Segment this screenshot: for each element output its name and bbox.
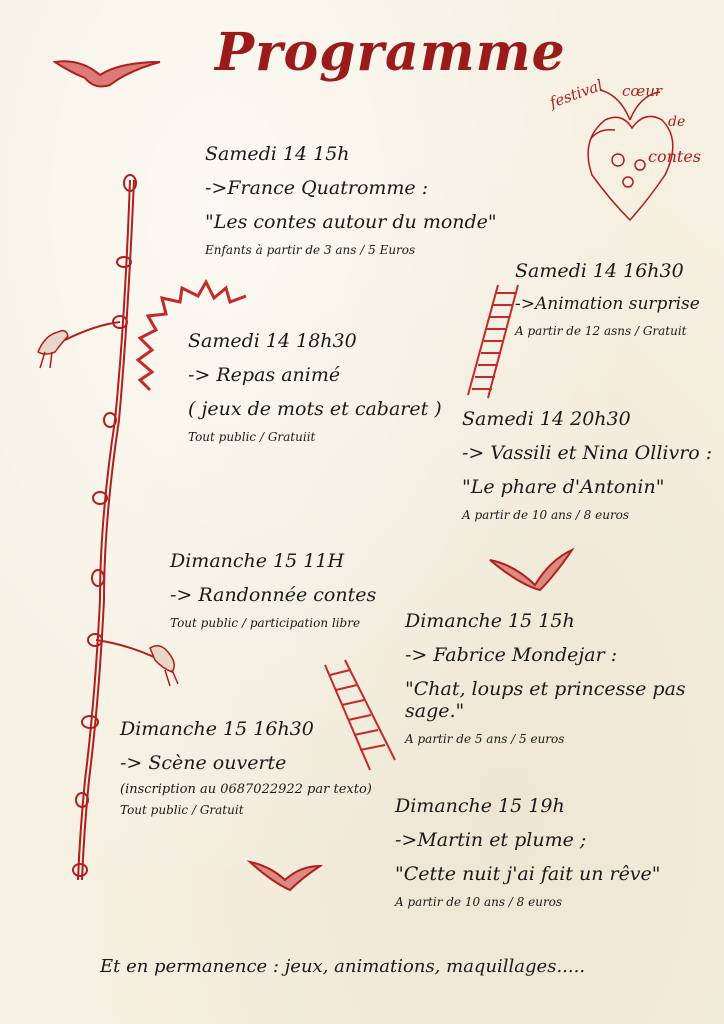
event-date: Dimanche 15 15h: [405, 610, 575, 632]
event-samedi-20h30: [462, 408, 712, 522]
event-performer: -> Scène ouverte: [120, 752, 287, 774]
bird-small-right-icon: [490, 550, 572, 590]
event-samedi-16h30: [515, 260, 700, 338]
event-show: ( jeux de mots et cabaret ): [188, 398, 442, 420]
event-dimanche-11h: [170, 550, 376, 630]
logo-word-1: festival: [547, 75, 606, 112]
event-performer: -> Fabrice Mondejar :: [405, 644, 618, 666]
event-performer: ->France Quatromme :: [205, 177, 429, 199]
event-date: Dimanche 15 11H: [170, 550, 345, 572]
event-info: Tout public / Gratuiit: [188, 430, 316, 444]
bird-small-bottom-icon: [250, 862, 320, 890]
event-dimanche-19h: [395, 795, 661, 909]
event-info: A partir de 12 asns / Gratuit: [515, 324, 687, 338]
event-show: "Chat, loups et princesse pas sage.": [405, 678, 686, 722]
event-performer: -> Vassili et Nina Ollivro :: [462, 442, 713, 464]
event-performer: -> Randonnée contes: [170, 584, 377, 606]
event-dimanche-15h: [405, 610, 724, 746]
bird-top-left-icon: [55, 61, 160, 86]
event-show: "Les contes autour du monde": [205, 211, 497, 233]
event-info: Enfants à partir de 3 ans / 5 Euros: [205, 243, 416, 257]
footer-permanent: Et en permanence : jeux, animations, maquillages.....: [100, 956, 586, 977]
event-show: "Le phare d'Antonin": [462, 476, 665, 498]
ladder-right-icon: [468, 285, 518, 398]
event-note: (inscription au 0687022922 par texto): [120, 782, 372, 797]
event-samedi-15h: [205, 143, 497, 257]
event-date: Samedi 14 18h30: [188, 330, 357, 352]
event-date: Dimanche 15 19h: [395, 795, 565, 817]
event-info: A partir de 5 ans / 5 euros: [405, 732, 565, 746]
event-show: "Cette nuit j'ai fait un rêve": [395, 863, 661, 885]
logo-word-4: contes: [648, 147, 702, 166]
event-info: A partir de 10 ans / 8 euros: [462, 508, 630, 522]
bird-perched-right-icon: [150, 646, 178, 686]
logo-word-3: de: [668, 114, 686, 130]
event-samedi-18h30: [188, 330, 442, 444]
event-performer: ->Martin et plume ;: [395, 829, 587, 851]
bird-perched-left-icon: [38, 331, 68, 368]
logo-word-2: cœur: [622, 82, 663, 100]
event-date: Samedi 14 20h30: [462, 408, 631, 430]
event-info: Tout public / Gratuit: [120, 803, 244, 817]
event-performer: ->Animation surprise: [515, 294, 700, 314]
event-dimanche-16h30: [120, 718, 372, 817]
page-title: Programme: [215, 22, 566, 83]
event-date: Samedi 14 16h30: [515, 260, 684, 282]
event-date: Dimanche 15 16h30: [120, 718, 314, 740]
event-info: A partir de 10 ans / 8 euros: [395, 895, 563, 909]
event-date: Samedi 14 15h: [205, 143, 350, 165]
event-performer: -> Repas animé: [188, 364, 341, 386]
event-info: Tout public / participation libre: [170, 616, 361, 630]
